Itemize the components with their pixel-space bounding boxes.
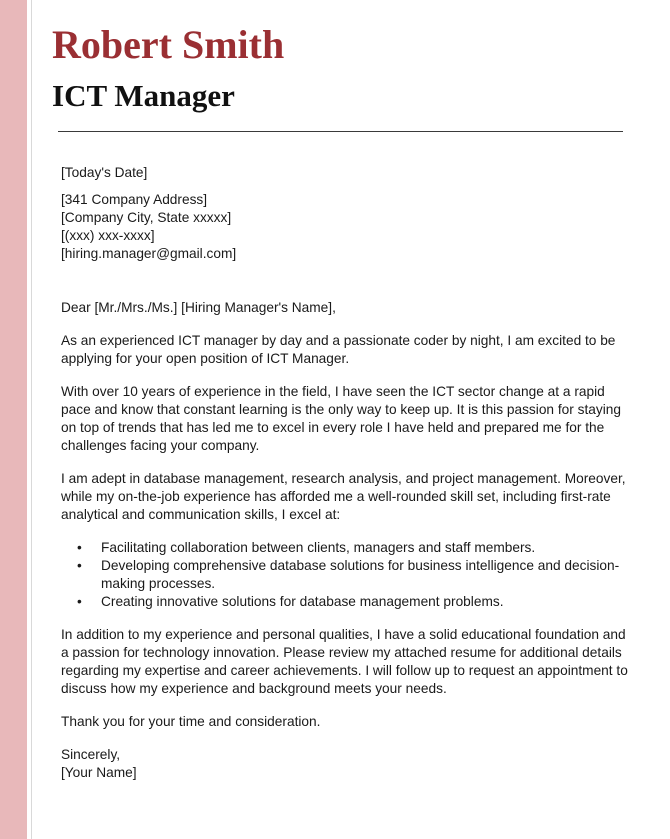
- bullet-icon: •: [77, 558, 82, 573]
- address-line: [Company City, State xxxxx]: [61, 210, 232, 225]
- list-item-text: Developing comprehensive database solutions for business intelligence and decision-making processes.: [101, 558, 620, 591]
- list-item: [61, 593, 631, 611]
- side-divider-line: [31, 0, 32, 839]
- list-item-text: Creating innovative solutions for database management problems.: [101, 594, 504, 609]
- list-item-text: Facilitating collaboration between clients, managers and staff members.: [101, 540, 536, 555]
- list-item: [61, 557, 631, 593]
- address-line: [(xxx) xxx-xxxx]: [61, 228, 155, 243]
- letter-date: [Today's Date]: [61, 165, 148, 180]
- closing-paragraph: In addition to my experience and personal qualities, I have a solid educational foundation and a passion for technology innovation. Please review my attached resume for additional details regarding my expertise and career achievements. I will follow up to request an appointment to discuss how my experience and background meets your needs.: [61, 627, 628, 696]
- bullet-icon: •: [77, 594, 82, 609]
- skills-list: [61, 539, 631, 611]
- salutation: Dear [Mr./Mrs./Ms.] [Hiring Manager's Name],: [61, 300, 336, 315]
- letter-body: [61, 164, 631, 782]
- signoff: Sincerely,: [61, 747, 121, 762]
- header-rule: [58, 131, 623, 132]
- signature-name: [Your Name]: [61, 765, 137, 780]
- recipient-address: [61, 191, 631, 263]
- paragraph: As an experienced ICT manager by day and a passionate coder by night, I am excited to be applying for your open position of ICT Manager.: [61, 333, 616, 366]
- job-title: ICT Manager: [52, 78, 235, 113]
- address-line: [hiring.manager@gmail.com]: [61, 246, 237, 261]
- bullet-icon: •: [77, 540, 82, 555]
- paragraph: I am adept in database management, research analysis, and project management. Moreover, while my on-the-job experience has afforded me a well-rounded skill set, including first-rate analytical and communication skills, I excel at:: [61, 471, 626, 522]
- address-line: [341 Company Address]: [61, 192, 208, 207]
- applicant-name: Robert Smith: [52, 22, 285, 67]
- list-item: [61, 539, 631, 557]
- paragraph: With over 10 years of experience in the field, I have seen the ICT sector change at a rapid pace and know that constant learning is the only way to keep up. It is this passion for staying on top of trends that has led me to excel in every role I have held and prepared me for the challenges facing your company.: [61, 384, 621, 453]
- decorative-side-bar: [0, 0, 27, 839]
- thank-you-line: Thank you for your time and consideration.: [61, 714, 321, 729]
